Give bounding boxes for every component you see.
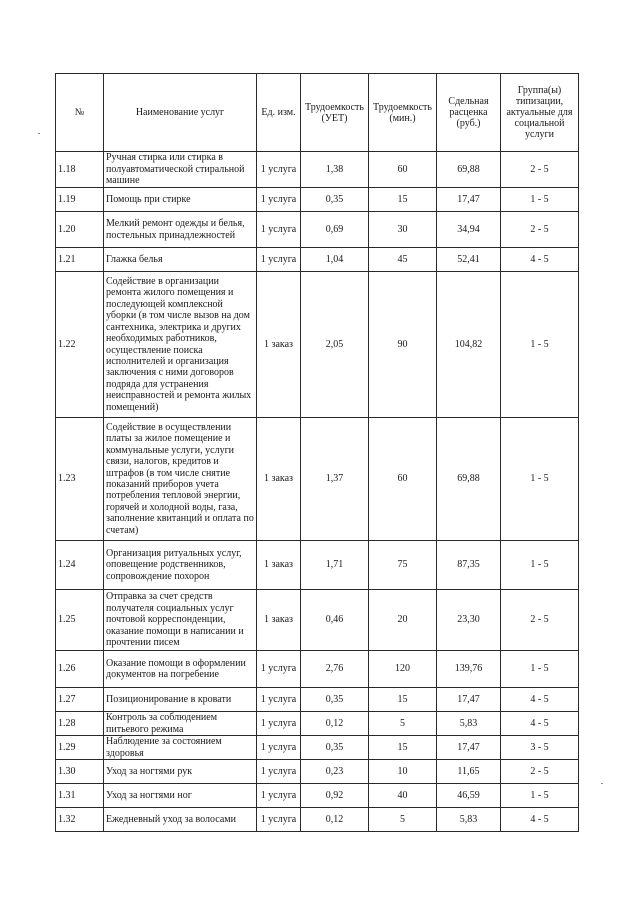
row-number: 1.24 (56, 541, 104, 590)
table-row (56, 712, 579, 736)
table-row (56, 736, 579, 760)
service-name: Ежедневный уход за волосами (104, 808, 257, 832)
typing-group: 1 - 5 (501, 188, 579, 212)
piece-rate: 34,94 (437, 212, 501, 248)
service-name: Позиционирование в кровати (104, 688, 257, 712)
labor-minutes: 60 (369, 418, 437, 541)
row-number: 1.18 (56, 152, 104, 188)
table-row (56, 651, 579, 688)
labor-uet: 1,71 (301, 541, 369, 590)
typing-group: 2 - 5 (501, 152, 579, 188)
row-number: 1.30 (56, 760, 104, 784)
row-number: 1.22 (56, 272, 104, 418)
labor-minutes: 45 (369, 248, 437, 272)
labor-uet: 0,69 (301, 212, 369, 248)
service-name: Содействие в осуществлении платы за жилое помещение и коммунальные услуги, услуги связи, налогов, кредитов и штрафов (в том числе снятие показаний приборов учета потребления тепловой энергии, горячей и холодной воды, газа, заполнение квитанций и оплата по счетам) (104, 418, 257, 541)
unit: 1 услуга (257, 212, 301, 248)
service-name: Уход за ногтями ног (104, 784, 257, 808)
typing-group: 2 - 5 (501, 760, 579, 784)
table-row (56, 188, 579, 212)
table-row (56, 272, 579, 418)
labor-uet: 1,37 (301, 418, 369, 541)
header-labor-minutes: Трудоемкость (мин.) (369, 74, 437, 152)
labor-minutes: 60 (369, 152, 437, 188)
service-name: Оказание помощи в оформлении документов на погребение (104, 651, 257, 688)
labor-minutes: 15 (369, 688, 437, 712)
labor-uet: 2,76 (301, 651, 369, 688)
labor-minutes: 75 (369, 541, 437, 590)
typing-group: 2 - 5 (501, 212, 579, 248)
piece-rate: 17,47 (437, 188, 501, 212)
table-row (56, 808, 579, 832)
service-name: Контроль за соблюдением питьевого режима (104, 712, 257, 736)
service-name: Отправка за счет средств получателя социальных услуг почтовой корреспонденции, оказание помощи в написании и прочтении писем (104, 590, 257, 651)
typing-group: 1 - 5 (501, 541, 579, 590)
typing-group: 1 - 5 (501, 651, 579, 688)
labor-minutes: 90 (369, 272, 437, 418)
unit: 1 услуга (257, 188, 301, 212)
unit: 1 услуга (257, 712, 301, 736)
unit: 1 услуга (257, 651, 301, 688)
table-row (56, 248, 579, 272)
piece-rate: 87,35 (437, 541, 501, 590)
table-row (56, 418, 579, 541)
piece-rate: 11,65 (437, 760, 501, 784)
typing-group: 4 - 5 (501, 248, 579, 272)
labor-minutes: 120 (369, 651, 437, 688)
service-name: Помощь при стирке (104, 188, 257, 212)
typing-group: 4 - 5 (501, 808, 579, 832)
labor-uet: 0,12 (301, 712, 369, 736)
piece-rate: 69,88 (437, 418, 501, 541)
labor-uet: 0,46 (301, 590, 369, 651)
labor-uet: 0,23 (301, 760, 369, 784)
labor-uet: 0,35 (301, 688, 369, 712)
typing-group: 4 - 5 (501, 712, 579, 736)
table-header-row (56, 74, 579, 152)
labor-uet: 1,38 (301, 152, 369, 188)
piece-rate: 17,47 (437, 736, 501, 760)
unit: 1 услуга (257, 688, 301, 712)
labor-minutes: 40 (369, 784, 437, 808)
row-number: 1.23 (56, 418, 104, 541)
row-number: 1.21 (56, 248, 104, 272)
row-number: 1.25 (56, 590, 104, 651)
typing-group: 1 - 5 (501, 272, 579, 418)
labor-uet: 0,35 (301, 736, 369, 760)
row-number: 1.26 (56, 651, 104, 688)
labor-uet: 0,12 (301, 808, 369, 832)
table-row (56, 541, 579, 590)
row-number: 1.28 (56, 712, 104, 736)
labor-minutes: 10 (369, 760, 437, 784)
labor-minutes: 5 (369, 808, 437, 832)
header-unit: Ед. изм. (257, 74, 301, 152)
typing-group: 4 - 5 (501, 688, 579, 712)
unit: 1 услуга (257, 808, 301, 832)
scan-speck (38, 133, 40, 134)
services-table (55, 73, 579, 832)
service-name: Организация ритуальных услуг, оповещение родственников, сопровождение похорон (104, 541, 257, 590)
header-typing-group: Группа(ы) типизации, актуальные для социальной услуги (501, 74, 579, 152)
service-name: Ручная стирка или стирка в полуавтоматической стиральной машине (104, 152, 257, 188)
row-number: 1.19 (56, 188, 104, 212)
unit: 1 заказ (257, 541, 301, 590)
labor-minutes: 15 (369, 188, 437, 212)
labor-uet: 2,05 (301, 272, 369, 418)
header-piece-rate: Сдельная расценка (руб.) (437, 74, 501, 152)
unit: 1 услуга (257, 784, 301, 808)
service-name: Наблюдение за состоянием здоровья (104, 736, 257, 760)
piece-rate: 5,83 (437, 712, 501, 736)
labor-uet: 0,35 (301, 188, 369, 212)
piece-rate: 46,59 (437, 784, 501, 808)
scan-speck (601, 783, 603, 784)
typing-group: 1 - 5 (501, 418, 579, 541)
typing-group: 3 - 5 (501, 736, 579, 760)
row-number: 1.27 (56, 688, 104, 712)
row-number: 1.32 (56, 808, 104, 832)
service-name: Мелкий ремонт одежды и белья, постельных принадлежностей (104, 212, 257, 248)
unit: 1 заказ (257, 418, 301, 541)
table-row (56, 760, 579, 784)
piece-rate: 17,47 (437, 688, 501, 712)
typing-group: 2 - 5 (501, 590, 579, 651)
piece-rate: 139,76 (437, 651, 501, 688)
table-row (56, 590, 579, 651)
table-row (56, 688, 579, 712)
labor-uet: 1,04 (301, 248, 369, 272)
piece-rate: 52,41 (437, 248, 501, 272)
labor-minutes: 30 (369, 212, 437, 248)
header-labor-uet: Трудоемкость (УЕТ) (301, 74, 369, 152)
labor-minutes: 15 (369, 736, 437, 760)
typing-group: 1 - 5 (501, 784, 579, 808)
table-row (56, 152, 579, 188)
unit: 1 услуга (257, 736, 301, 760)
header-number: № (56, 74, 104, 152)
piece-rate: 5,83 (437, 808, 501, 832)
unit: 1 услуга (257, 760, 301, 784)
piece-rate: 104,82 (437, 272, 501, 418)
service-name: Глажка белья (104, 248, 257, 272)
labor-uet: 0,92 (301, 784, 369, 808)
unit: 1 заказ (257, 272, 301, 418)
piece-rate: 69,88 (437, 152, 501, 188)
table-row (56, 784, 579, 808)
header-service-name: Наименование услуг (104, 74, 257, 152)
table-row (56, 212, 579, 248)
unit: 1 услуга (257, 152, 301, 188)
row-number: 1.20 (56, 212, 104, 248)
row-number: 1.31 (56, 784, 104, 808)
piece-rate: 23,30 (437, 590, 501, 651)
unit: 1 заказ (257, 590, 301, 651)
service-name: Уход за ногтями рук (104, 760, 257, 784)
unit: 1 услуга (257, 248, 301, 272)
row-number: 1.29 (56, 736, 104, 760)
labor-minutes: 20 (369, 590, 437, 651)
service-name: Содействие в организации ремонта жилого помещения и последующей комплексной уборки (в том числе вызов на дом сантехника, электрика и других необходимых работников, осуществление поиска исполнителей и организация заключения с ними договоров подряда для устранения неисправностей и ремонта жилых помещений) (104, 272, 257, 418)
labor-minutes: 5 (369, 712, 437, 736)
